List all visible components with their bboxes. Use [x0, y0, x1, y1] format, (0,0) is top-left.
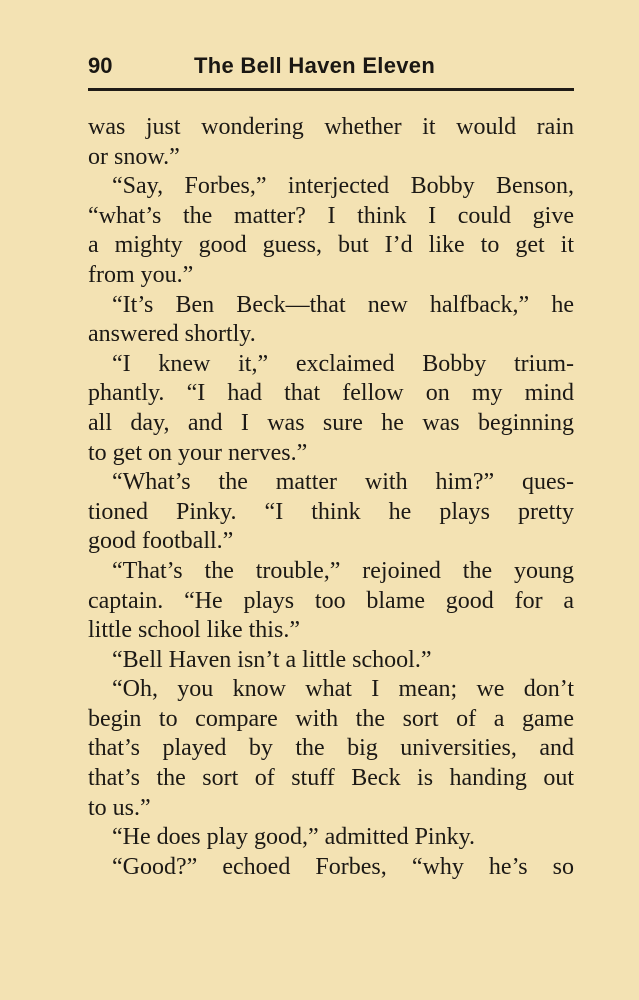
text-line: that’s played by the big universities, and [88, 735, 574, 762]
text-line: little school like this.” [88, 617, 300, 644]
text-line: “Good?” echoed Forbes, “why he’s so [112, 853, 574, 880]
text-line: “That’s the trouble,” rejoined the young [112, 557, 574, 584]
text-line: to get on your nerves.” [88, 439, 308, 466]
text-line: “what’s the matter? I think I could give [88, 202, 574, 229]
text-line: tioned Pinky. “I think he plays pretty [88, 498, 574, 525]
text-line: or snow.” [88, 143, 180, 170]
text-line: to us.” [88, 794, 151, 821]
text-line: that’s the sort of stuff Beck is handing out [88, 765, 574, 792]
text-line: “Say, Forbes,” interjected Bobby Benson, [112, 173, 574, 200]
text-line: from you.” [88, 261, 194, 288]
text-line: a mighty good guess, but I’d like to get it [88, 232, 574, 259]
text-line: “I knew it,” exclaimed Bobby trium- [112, 350, 574, 377]
header-rule [88, 88, 574, 91]
text-line: was just wondering whether it would rain [88, 114, 574, 140]
page-number: 90 [88, 53, 113, 78]
text-line: good football.” [88, 528, 234, 555]
body-text [88, 113, 574, 882]
text-line: captain. “He plays too blame good for a [88, 587, 574, 614]
text-line: “He does play good,” admitted Pinky. [112, 824, 476, 851]
running-header [88, 50, 574, 82]
text-line: answered shortly. [88, 321, 256, 348]
text-line: “Bell Haven isn’t a little school.” [112, 646, 432, 673]
text-line: “Oh, you know what I mean; we don’t [112, 676, 574, 703]
text-line: “What’s the matter with him?” ques- [112, 469, 574, 496]
text-line: begin to compare with the sort of a game [88, 705, 574, 732]
text-line: “It’s Ben Beck—that new halfback,” he [112, 291, 574, 318]
text-line: phantly. “I had that fellow on my mind [88, 380, 574, 407]
text-line: all day, and I was sure he was beginning [88, 409, 574, 436]
running-title: The Bell Haven Eleven [194, 53, 436, 78]
